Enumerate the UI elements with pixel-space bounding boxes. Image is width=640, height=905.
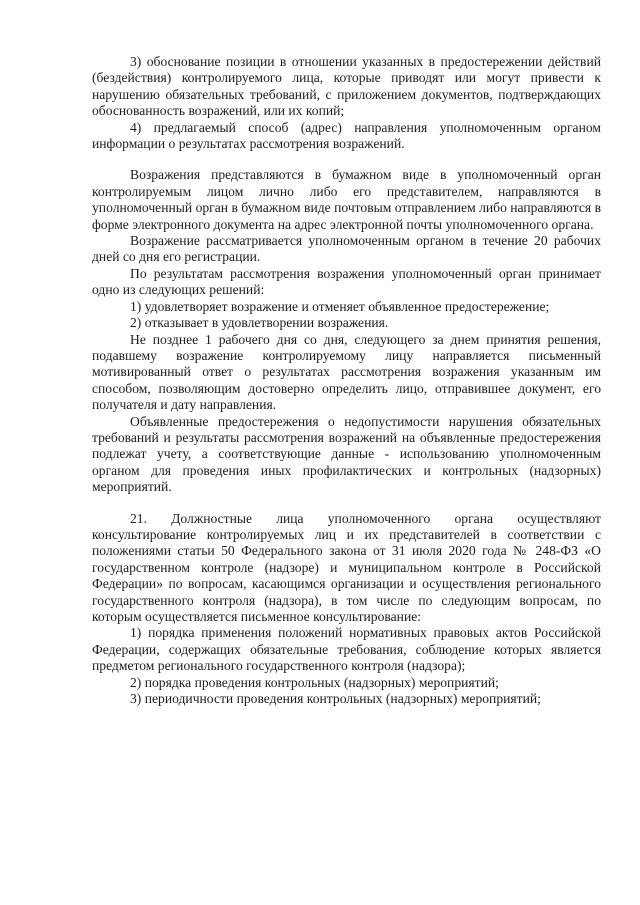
consulting-topic-2: 2) порядка проведения контрольных (надзорных) мероприятий; [130,674,499,690]
section-21-consulting: 21. Должностные лица уполномоченного органа осуществляют консультирование контролируемых лиц и их представителей в соответствии с положениями статьи 50 Федерального закона от 31 июля 2020 года № 248-ФЗ «О государственном контроле (надзоре) и муниципальном контроле в Российской Федерации» по вопросам, касающимся организации и осуществления регионального государственного контроля (надзора), в том числе по следующим вопросам, по которым осуществляется письменное консультирование: [92,510,601,624]
document-body [92,54,601,707]
review-decisions-intro: По результатам рассмотрения возражения уполномоченный орган принимает одно из следующих решений: [92,265,601,298]
objection-review-term-paragraph: Возражение рассматривается уполномоченным органом в течение 20 рабочих дней со дня его регистрации. [92,233,601,265]
objections-submission-paragraph: Возражения представляются в бумажном виде в уполномоченный орган контролируемым лицом лично либо его представителем, направляются в уполномоченный орган в бумажном виде почтовым отправлением либо направляются в форме электронного документа на адрес электронной почты уполномоченного органа. [92,167,601,232]
item-4-delivery-method: 4) предлагаемый способ (адрес) направления уполномоченным органом информации о результатах рассмотрения возражений. [92,119,601,152]
consulting-topic-3: 3) периодичности проведения контрольных (надзорных) мероприятий; [130,691,541,707]
decision-2-refuse: 2) отказывает в удовлетворении возражения. [130,315,389,331]
warnings-accounting-paragraph: Объявленные предостережения о недопустимости нарушения обязательных требований и результаты рассмотрения возражений на объявленные предостережения подлежат учету, а соответствующие данные - использованию уполномоченным органом для проведения иных профилактических и контрольных (надзорных) мероприятий. [92,413,601,495]
item-3-justification: 3) обоснование позиции в отношении указанных в предостережении действий (бездействия) контролируемого лица, которые приводят или могут привести к нарушению обязательных требований, с приложением документов, подтверждающих обоснованность возражений, или их копий; [92,54,601,119]
decision-1-satisfy: 1) удовлетворяет возражение и отменяет объявленное предостережение; [130,298,550,314]
reasoned-response-paragraph: Не позднее 1 рабочего дня со дня, следующего за днем принятия решения, подавшему возражение контролируемому лицу направляется письменный мотивированный ответ о результатах рассмотрения возражения указанным им способом, позволяющим достоверно определить лицо, отправившее документ, его получателя и дату направления. [92,331,601,413]
consulting-topic-1: 1) порядка применения положений нормативных правовых актов Российской Федерации, содержащих обязательные требования, соблюдение которых является предметом регионального государственного контроля (надзора); [92,625,601,674]
